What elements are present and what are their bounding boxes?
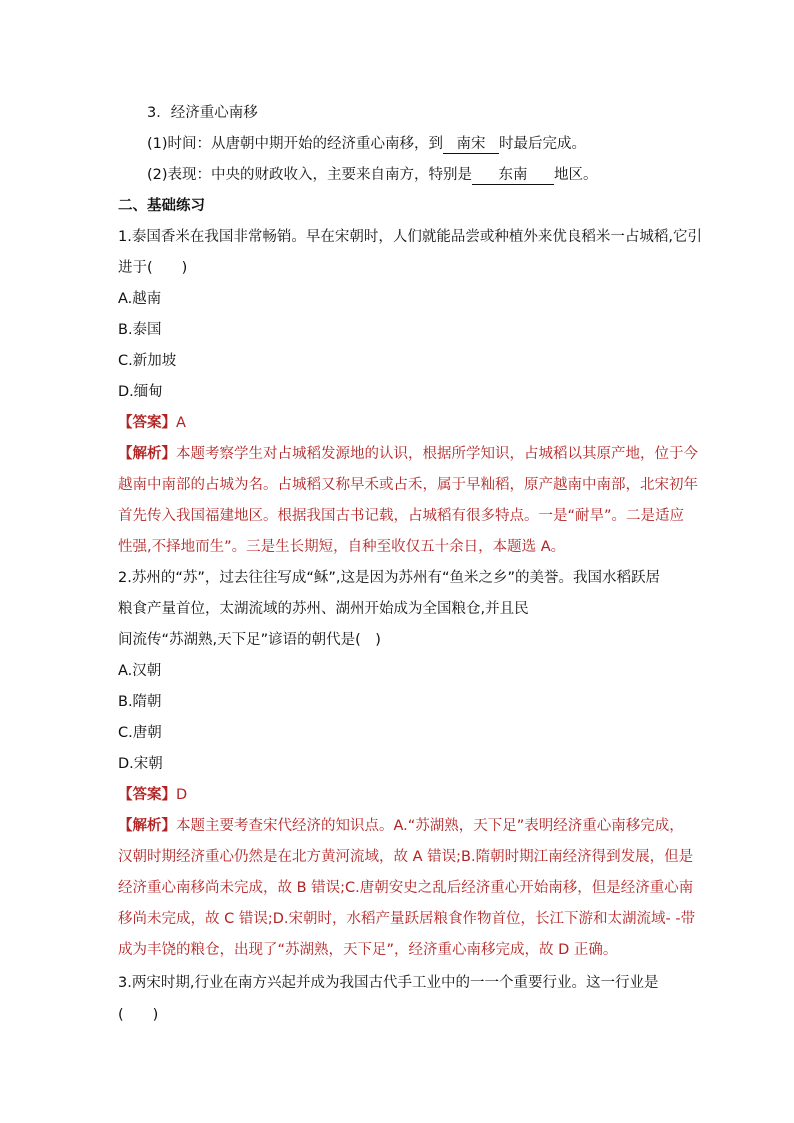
q2-stem-line-2: 粮食产量首位，太湖流域的苏州、湖州开始成为全国粮仓,并且民 (118, 601, 529, 617)
q2-answer (118, 786, 187, 804)
q2-answer-tag: 【答案】 (118, 787, 176, 803)
q1-answer-value: A (176, 415, 186, 431)
q1-analysis-text-1: 本题考察学生对占城稻发源地的认识，根据所学知识，占城稻以其原产地，位于今 (176, 446, 698, 462)
time-prefix: (1)时间：从唐朝中期开始的经济重心南移，到 (147, 136, 444, 152)
q2-option-a: A.汉朝 (118, 663, 162, 679)
perf-prefix: (2)表现：中央的财政收入，主要来自南方，特别是 (147, 167, 473, 183)
q2-analysis-line-3: 经济重心南移尚未完成，故 B 错误;C.唐朝安史之乱后经济重心开始南移，但是经济重心南 (118, 880, 694, 896)
q2-stem-line-1: 2.苏州的“苏”，过去往往写成“稣”,这是因为苏州有“鱼米之乡”的美誉。我国水稻跃居 (118, 570, 661, 586)
q2-answer-value: D (176, 787, 188, 803)
q1-analysis-line-1 (118, 445, 698, 463)
performance-line (147, 166, 598, 185)
q1-answer-tag: 【答案】 (118, 415, 176, 431)
q2-analysis-tag: 【解析】 (118, 818, 176, 834)
q2-analysis-line-1 (118, 817, 684, 835)
perf-suffix: 地区。 (554, 167, 598, 183)
q2-analysis-line-5: 成为丰饶的粮仓，出现了“苏湖熟，天下足”，经济重心南移完成，故 D 正确。 (118, 942, 618, 958)
q2-analysis-line-4: 移尚未完成，故 C 错误;D.宋朝时，水稻产量跃居粮食作物首位，长江下游和太湖流域- -带 (118, 911, 696, 927)
q2-stem-line-3: 间流传“苏湖熟,天下足”谚语的朝代是( ) (118, 632, 381, 648)
q1-stem-line-2: 进于( ) (118, 260, 188, 276)
q3-stem-line-1: 3.两宋时期,行业在南方兴起并成为我国古代手工业中的一一个重要行业。这一行业是 (118, 975, 659, 991)
q2-option-b: B.隋朝 (118, 694, 162, 710)
time-suffix: 时最后完成。 (499, 136, 587, 152)
q1-analysis-tag: 【解析】 (118, 446, 176, 462)
q1-answer (118, 414, 186, 432)
q1-option-d: D.缅甸 (118, 384, 163, 400)
part-heading: 二、基础练习 (118, 198, 205, 214)
q1-option-a: A.越南 (118, 291, 162, 307)
time-line (147, 135, 586, 154)
q2-option-d: D.宋朝 (118, 756, 163, 772)
q2-analysis-text-1: 本题主要考查宋代经济的知识点。A.“苏湖熟，天下足”表明经济重心南移完成， (176, 818, 684, 834)
q3-stem-line-2: ( ) (118, 1007, 159, 1023)
q1-option-c: C.新加坡 (118, 353, 177, 369)
q1-analysis-line-4: 性强,不择地而生”。三是生长期短，自种至收仅五十余日，本题选 A。 (118, 539, 566, 555)
q1-option-b: B.泰国 (118, 322, 162, 338)
section-heading: 3．经济重心南移 (147, 105, 258, 121)
q1-stem-line-1: 1.泰国香米在我国非常畅销。早在宋朝时，人们就能品尝或种植外来优良稻米一占城稻,它引 (118, 229, 702, 245)
q2-option-c: C.唐朝 (118, 725, 162, 741)
q1-analysis-line-3: 首先传入我国福建地区。根据我国古书记载，占城稻有很多特点。一是“耐旱”。二是适应 (118, 508, 685, 524)
q1-analysis-line-2: 越南中南部的占城为名。占城稻又称早禾或占禾，属于早籼稻，原产越南中南部，北宋初年 (118, 477, 698, 493)
perf-blank: 东南 (472, 166, 554, 185)
q2-analysis-line-2: 汉朝时期经济重心仍然是在北方黄河流域，故 A 错误;B.隋朝时期江南经济得到发展，但是 (118, 849, 694, 865)
time-blank: 南宋 (443, 135, 499, 154)
